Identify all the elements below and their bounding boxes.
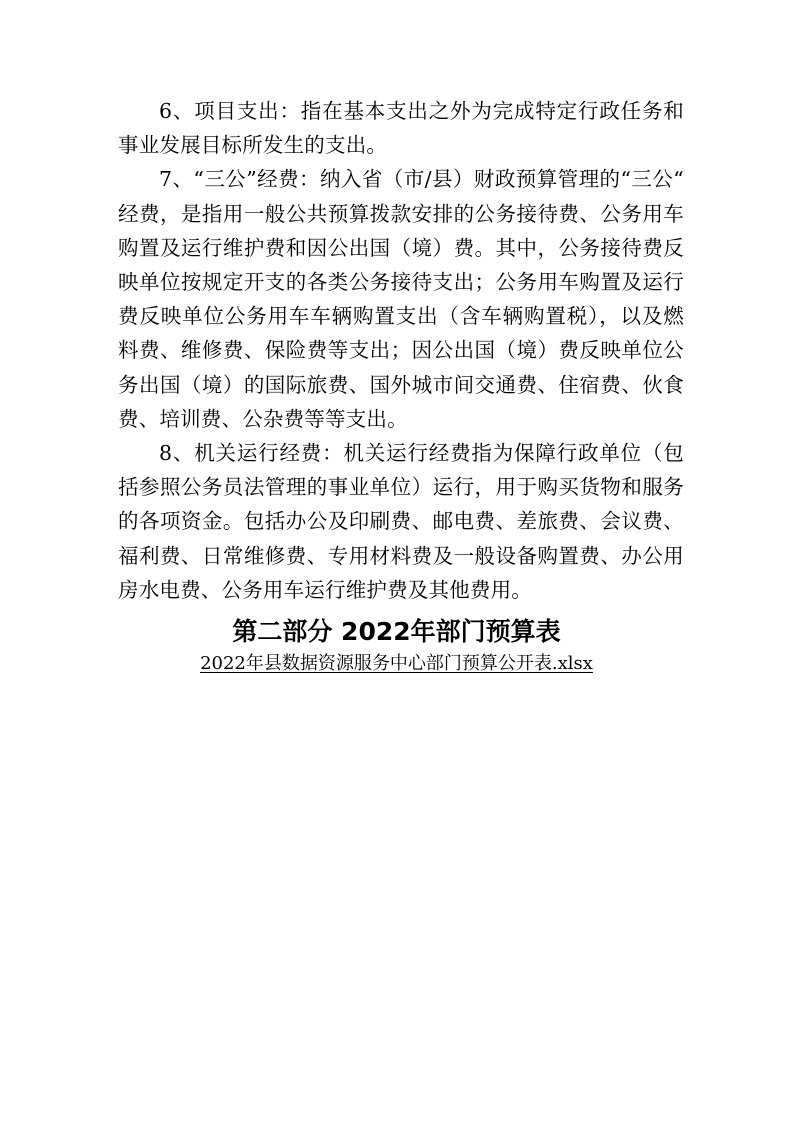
paragraph-three-public-expenses: 7、“三公”经费：纳入省（市/县）财政预算管理的“三公“经费，是指用一般公共预算拨款安排的公务接待费、公务用车购置及运行维护费和因公出国（境）费。其中，公务接待费反映单位按规定开支的各类公务接待支出；公务用车购置及运行费反映单位公务用车车辆购置支出（含车辆购置税），以及燃料费、维修费、保险费等支出；因公出国（境）费反映单位公务出国（境）的国际旅费、国外城市间交通费、住宿费、伙食费、培训费、公杂费等等支出。 bbox=[118, 167, 684, 431]
attachment-link-container bbox=[0, 650, 793, 678]
paragraph-agency-operating-expenses: 8、机关运行经费：机关运行经费指为保障行政单位（包括参照公务员法管理的事业单位）运行，用于购买货物和服务的各项资金。包括办公及印刷费、邮电费、差旅费、会议费、福利费、日常维修费、专用材料费及一般设备购置费、办公用房水电费、公务用车运行维护费及其他费用。 bbox=[118, 441, 684, 602]
budget-spreadsheet-link[interactable]: 2022年县数据资源服务中心部门预算公开表.xlsx bbox=[200, 653, 593, 674]
body-text bbox=[118, 94, 684, 607]
paragraph-project-expenditure: 6、项目支出：指在基本支出之外为完成特定行政任务和事业发展目标所发生的支出。 bbox=[118, 99, 684, 158]
part-two-title: 第二部分 2022年部门预算表 bbox=[232, 617, 561, 646]
